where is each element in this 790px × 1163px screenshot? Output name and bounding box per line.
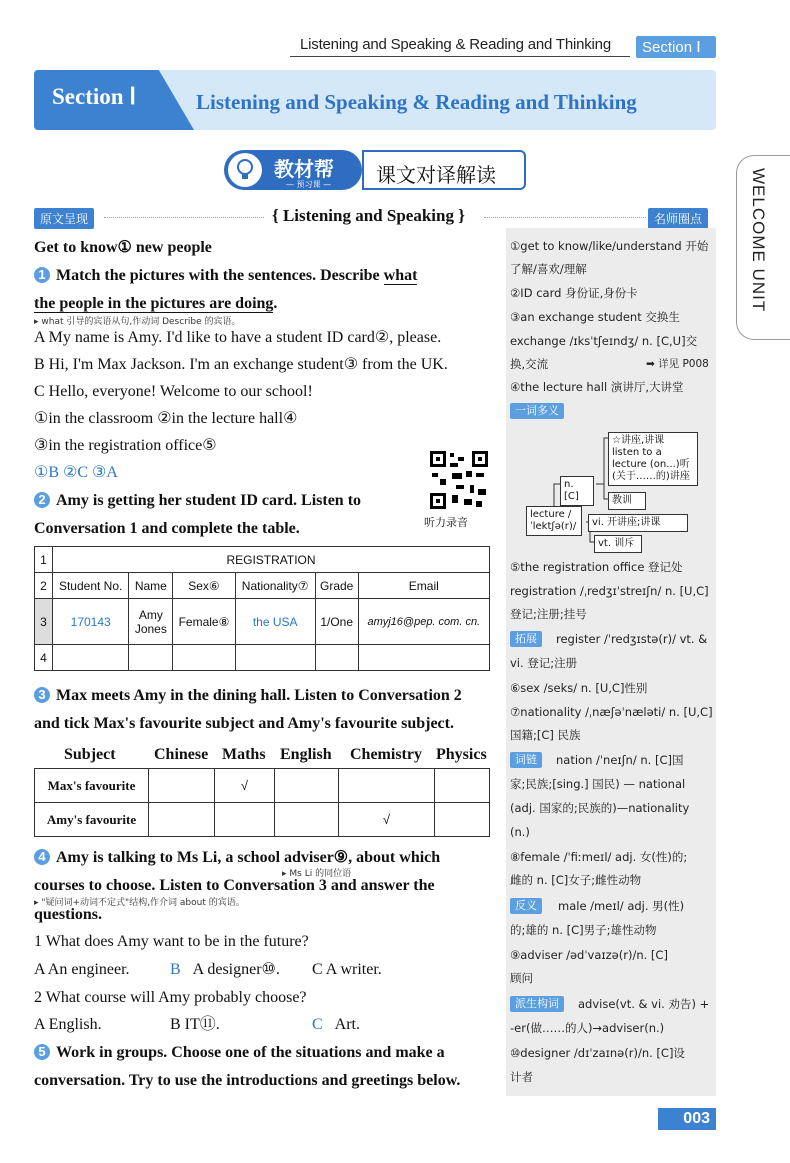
dotted-rule: [104, 217, 264, 218]
badge-right-title: 课文对译解读: [362, 150, 526, 190]
q1-pictures-1: ①in the classroom ②in the lecture hall④: [34, 410, 298, 427]
subject-header: Chemistry: [350, 746, 422, 763]
cell-nationality: the USA: [235, 599, 315, 645]
diagram-root: lecture /ˈlektʃə(r)/: [526, 506, 582, 536]
cell: [275, 769, 339, 803]
tick-cell: √: [339, 803, 435, 837]
side-tab-label: WELCOME UNIT: [749, 168, 768, 313]
q4-note1: ▸ Ms Li 的同位语: [282, 869, 352, 879]
cell-name: Amy Jones: [129, 599, 173, 645]
note: advise(vt. & vi. 劝告) +: [578, 997, 710, 1011]
diagram-vi: vi. 开讲座;讲课: [588, 514, 688, 532]
q4-q1-b: [170, 960, 280, 980]
q4-note2: ▸ "疑问词+动词不定式"结构,作介词 about 的宾语。: [34, 898, 245, 908]
q4-line1: [34, 848, 440, 868]
note: 了解/喜欢/理解: [510, 262, 587, 276]
note: ⑨adviser /ədˈvaɪzə(r)/n. [C]: [510, 948, 668, 962]
note: male /meɪl/ adj. 男(性): [558, 899, 685, 913]
badge-subtitle: — 预习课 —: [286, 180, 332, 189]
note: 计者: [510, 1070, 533, 1084]
q1-answers: ①B ②C ③A: [34, 464, 118, 481]
empty-cell: [129, 645, 173, 671]
tag-polysemy: 一词多义: [510, 403, 564, 419]
col-header: Nationality⑦: [235, 573, 315, 599]
empty-cell: [358, 645, 489, 671]
q4-q2-a: A English.: [34, 1016, 102, 1033]
tag-antonym: 反义: [510, 898, 542, 914]
col-header: Student No.: [53, 573, 129, 599]
q4-q2-c: [312, 1015, 360, 1035]
q5-line1: [34, 1043, 445, 1063]
q1-line1: [34, 266, 417, 286]
note: registration /ˌredʒɪˈstreɪʃn/ n. [U,C]: [510, 584, 709, 598]
note: (n.): [510, 825, 530, 839]
answer-text: Art.: [334, 1016, 360, 1033]
cell: [149, 769, 215, 803]
cell: [435, 803, 490, 837]
q2-text: Amy is getting her student ID card. Listen to: [56, 492, 362, 509]
badge-title: 教材帮: [274, 157, 334, 181]
cell-grade: 1/One: [315, 599, 358, 645]
note: ③an exchange student 交换生: [510, 310, 680, 324]
diagram-meaning-1: ☆讲座,讲课 listen to a lecture (on...)听(关于……的)讲座: [608, 432, 698, 486]
answer-letter: B: [170, 961, 181, 978]
q2-line1: [34, 491, 361, 511]
note: ⑦nationality /ˌnæʃəˈnæləti/ n. [U,C]: [510, 705, 713, 719]
subject-header: Maths: [222, 746, 266, 763]
running-title: Listening and Speaking & Reading and Thinking: [300, 36, 611, 53]
row-number: 2: [35, 573, 53, 599]
registration-table: [34, 546, 490, 671]
note: ①get to know/like/understand 开始: [510, 239, 709, 253]
q4-line3: questions.: [34, 906, 103, 923]
q5-text: Work in groups. Choose one of the situations and make a: [56, 1044, 445, 1061]
note: vi. 登记;注册: [510, 656, 578, 670]
q1-b: B Hi, I'm Max Jackson. I'm an exchange student③ from the UK.: [34, 356, 448, 373]
row-number: 4: [35, 645, 53, 671]
subsection-title: { Listening and Speaking }: [272, 206, 465, 225]
q1-text: Match the pictures with the sentences. Describe: [56, 267, 384, 284]
note: 雌的 n. [C]女子;雌性动物: [510, 873, 642, 887]
empty-cell: [173, 645, 235, 671]
tag-extension: 拓展: [510, 631, 542, 647]
col-header: Email: [358, 573, 489, 599]
dotted-rule: [484, 217, 646, 218]
diagram-meaning-2: 教训: [608, 492, 646, 510]
heading: Get to know① new people: [34, 239, 212, 256]
subsection-title-text: Listening and Speaking: [282, 206, 454, 225]
q3-line2: and tick Max's favourite subject and Amy's favourite subject.: [34, 715, 454, 732]
q3-line1: [34, 686, 462, 706]
row-label: Max's favourite: [35, 769, 149, 803]
banner-section-label: Section Ⅰ: [52, 84, 137, 109]
subject-header: Chinese: [154, 746, 209, 763]
q1-what: what: [383, 267, 418, 284]
answer-letter: C: [312, 1016, 323, 1033]
note: -er(做……的人)→adviser(n.): [510, 1021, 665, 1035]
note: ⑥sex /seks/ n. [U,C]性别: [510, 681, 648, 695]
note: exchange /ɪksˈtʃeɪndʒ/ n. [C,U]交: [510, 334, 698, 348]
col-header: Sex⑥: [173, 573, 235, 599]
q2-line2: Conversation 1 and complete the table.: [34, 520, 300, 537]
q2-number: 2: [34, 492, 50, 508]
note: (adj. 国家的;民族的)—nationality: [510, 801, 690, 815]
empty-cell: [315, 645, 358, 671]
q1-note: ▸ what 引导的宾语从句,作动词 Describe 的宾语。: [34, 317, 241, 327]
subject-header: English: [280, 746, 332, 763]
q4-q2-b: B IT⑪.: [170, 1016, 220, 1033]
cell: [149, 803, 215, 837]
q1-number: 1: [34, 267, 50, 283]
section-tab: Section Ⅰ: [636, 36, 716, 58]
q4-q1-a: A An engineer.: [34, 961, 130, 978]
subject-header: Subject: [64, 746, 116, 763]
note: nation /ˈneɪʃn/ n. [C]国: [556, 753, 684, 767]
lightbulb-icon: [228, 153, 262, 187]
row-number: 1: [35, 547, 53, 573]
note: 顾问: [510, 971, 533, 985]
label-notes: 名师圈点: [648, 208, 708, 229]
row-number: 3: [35, 599, 53, 645]
cell-sex: Female⑧: [173, 599, 235, 645]
header-rule: [290, 56, 630, 57]
note: register /ˈredʒɪstə(r)/ vt. &: [556, 632, 708, 646]
tag-derivation: 派生构词: [510, 996, 564, 1012]
q4-text: Amy is talking to Ms Li, a school adviser⑨, about which: [56, 849, 441, 866]
note: ⑤the registration office 登记处: [510, 560, 683, 574]
q3-text: Max meets Amy in the dining hall. Listen to Conversation 2: [56, 687, 462, 704]
q4-line2: courses to choose. Listen to Conversation 3 and answer the: [34, 877, 435, 894]
tick-cell: √: [215, 769, 275, 803]
page-number: 003: [658, 1108, 716, 1130]
note: 的;雄的 n. [C]男子;雄性动物: [510, 923, 657, 937]
row-label: Amy's favourite: [35, 803, 149, 837]
q1-c: C Hello, everyone! Welcome to our school!: [34, 383, 313, 400]
note: ⑩designer /dɪˈzaɪnə(r)/n. [C]设: [510, 1046, 685, 1060]
note: 登记;注册;挂号: [510, 607, 587, 621]
note: ④the lecture hall 演讲厅,大讲堂: [510, 380, 684, 394]
note: 换,交流: [510, 357, 549, 371]
diagram-pos: n. [C]: [560, 476, 594, 506]
note: ②ID card 身份证,身份卡: [510, 286, 638, 300]
cell: [435, 769, 490, 803]
favourite-table: [34, 768, 490, 837]
col-header: Name: [129, 573, 173, 599]
qr-code-icon[interactable]: [428, 449, 490, 511]
note: ⑧female /ˈfiːmeɪl/ adj. 女(性)的;: [510, 850, 688, 864]
q5-line2: conversation. Try to use the introductions and greetings below.: [34, 1072, 461, 1089]
q4-question2: 2 What course will Amy probably choose?: [34, 989, 307, 1006]
cell-email: amyj16@pep. com. cn.: [358, 599, 489, 645]
cell-student-no: 170143: [53, 599, 129, 645]
q4-question1: 1 What does Amy want to be in the future?: [34, 933, 309, 950]
q1-a: A My name is Amy. I'd like to have a student ID card②, please.: [34, 329, 442, 346]
label-original-text: 原文呈现: [34, 208, 94, 229]
diagram-vt: vt. 训斥: [594, 535, 642, 553]
q3-number: 3: [34, 687, 50, 703]
cell: [215, 803, 275, 837]
cell: [339, 769, 435, 803]
qr-label: 听力录音: [424, 516, 468, 529]
subject-header: Physics: [436, 746, 487, 763]
banner-title: Listening and Speaking & Reading and Thinking: [196, 90, 637, 114]
q4-number: 4: [34, 849, 50, 865]
empty-cell: [235, 645, 315, 671]
cell: [275, 803, 339, 837]
empty-cell: [53, 645, 129, 671]
q1-pictures-2: ③in the registration office⑤: [34, 437, 217, 454]
q5-number: 5: [34, 1044, 50, 1060]
note: 家;民族;[sing.] 国民) — national: [510, 777, 686, 791]
q4-q1-c: C A writer.: [312, 961, 382, 978]
col-header: Grade: [315, 573, 358, 599]
q1-clause: the people in the pictures are doing: [34, 295, 274, 312]
note: 国籍;[C] 民族: [510, 728, 581, 742]
tag-word-chain: 词链: [510, 752, 542, 768]
table-title: REGISTRATION: [53, 547, 490, 573]
q1-line2: the people in the pictures are doing.: [34, 295, 278, 312]
note-ref: ➡ 详见 P008: [646, 358, 709, 370]
answer-text: A designer⑩.: [192, 961, 280, 978]
